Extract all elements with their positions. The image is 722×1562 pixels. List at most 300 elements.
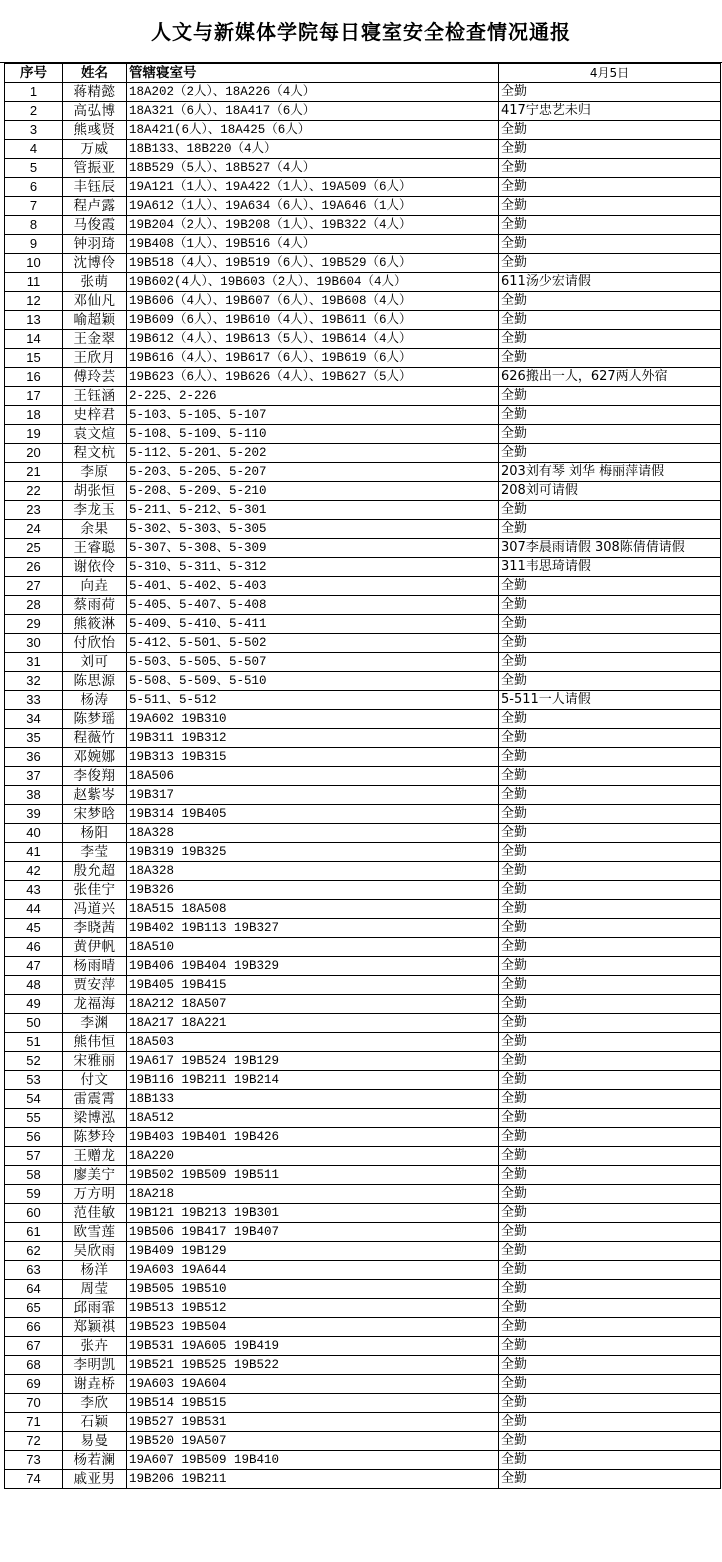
cell-index[interactable]: 1 <box>5 83 63 102</box>
cell-name[interactable]: 易曼 <box>63 1432 127 1451</box>
cell-status[interactable]: 全勤 <box>499 1432 721 1451</box>
cell-name[interactable]: 丰钰辰 <box>63 178 127 197</box>
cell-rooms[interactable]: 19B623（6人）、19B626（4人）、19B627（5人） <box>127 368 499 387</box>
cell-index[interactable]: 55 <box>5 1109 63 1128</box>
cell-name[interactable]: 熊筱淋 <box>63 615 127 634</box>
cell-rooms[interactable]: 19A607 19B509 19B410 <box>127 1451 499 1470</box>
cell-status[interactable]: 全勤 <box>499 1375 721 1394</box>
cell-status[interactable]: 全勤 <box>499 1280 721 1299</box>
cell-index[interactable]: 60 <box>5 1204 63 1223</box>
cell-status[interactable]: 全勤 <box>499 1033 721 1052</box>
cell-index[interactable]: 69 <box>5 1375 63 1394</box>
cell-index[interactable]: 14 <box>5 330 63 349</box>
cell-rooms[interactable]: 18A218 <box>127 1185 499 1204</box>
cell-status[interactable]: 全勤 <box>499 235 721 254</box>
cell-index[interactable]: 49 <box>5 995 63 1014</box>
cell-name[interactable]: 李渊 <box>63 1014 127 1033</box>
cell-rooms[interactable]: 19B505 19B510 <box>127 1280 499 1299</box>
cell-rooms[interactable]: 19B527 19B531 <box>127 1413 499 1432</box>
cell-index[interactable]: 29 <box>5 615 63 634</box>
cell-index[interactable]: 11 <box>5 273 63 292</box>
cell-status[interactable]: 全勤 <box>499 83 721 102</box>
cell-index[interactable]: 40 <box>5 824 63 843</box>
cell-status[interactable]: 全勤 <box>499 1109 721 1128</box>
cell-index[interactable]: 68 <box>5 1356 63 1375</box>
cell-status[interactable]: 全勤 <box>499 197 721 216</box>
cell-status[interactable]: 全勤 <box>499 729 721 748</box>
cell-index[interactable]: 42 <box>5 862 63 881</box>
cell-rooms[interactable]: 18A321（6人）、18A417（6人） <box>127 102 499 121</box>
cell-name[interactable]: 李俊翔 <box>63 767 127 786</box>
cell-rooms[interactable]: 19B518（4人）、19B519（6人）、19B529（6人） <box>127 254 499 273</box>
header-index[interactable]: 序号 <box>5 64 63 83</box>
cell-name[interactable]: 杨涛 <box>63 691 127 710</box>
cell-status[interactable]: 203刘有琴 刘华 梅丽萍请假 <box>499 463 721 482</box>
cell-rooms[interactable]: 19B204（2人）、19B208（1人）、19B322（4人） <box>127 216 499 235</box>
cell-index[interactable]: 24 <box>5 520 63 539</box>
cell-status[interactable]: 全勤 <box>499 1413 721 1432</box>
cell-name[interactable]: 郑颖祺 <box>63 1318 127 1337</box>
cell-name[interactable]: 马俊霞 <box>63 216 127 235</box>
cell-index[interactable]: 43 <box>5 881 63 900</box>
cell-name[interactable]: 吴欣雨 <box>63 1242 127 1261</box>
cell-name[interactable]: 张萌 <box>63 273 127 292</box>
cell-status[interactable]: 全勤 <box>499 140 721 159</box>
cell-status[interactable]: 全勤 <box>499 805 721 824</box>
cell-name[interactable]: 欧雪莲 <box>63 1223 127 1242</box>
cell-status[interactable]: 全勤 <box>499 1052 721 1071</box>
cell-rooms[interactable]: 5-108、5-109、5-110 <box>127 425 499 444</box>
cell-status[interactable]: 全勤 <box>499 919 721 938</box>
cell-index[interactable]: 35 <box>5 729 63 748</box>
cell-rooms[interactable]: 5-508、5-509、5-510 <box>127 672 499 691</box>
cell-rooms[interactable]: 19B513 19B512 <box>127 1299 499 1318</box>
cell-name[interactable]: 王睿聪 <box>63 539 127 558</box>
cell-index[interactable]: 52 <box>5 1052 63 1071</box>
cell-index[interactable]: 21 <box>5 463 63 482</box>
cell-rooms[interactable]: 18A515 18A508 <box>127 900 499 919</box>
cell-rooms[interactable]: 19B606（4人）、19B607（6人）、19B608（4人） <box>127 292 499 311</box>
cell-status[interactable]: 全勤 <box>499 1242 721 1261</box>
cell-name[interactable]: 戚亚男 <box>63 1470 127 1489</box>
cell-name[interactable]: 杨洋 <box>63 1261 127 1280</box>
cell-name[interactable]: 王金翠 <box>63 330 127 349</box>
cell-name[interactable]: 蔡雨荷 <box>63 596 127 615</box>
cell-status[interactable]: 全勤 <box>499 767 721 786</box>
cell-name[interactable]: 王欣月 <box>63 349 127 368</box>
cell-index[interactable]: 18 <box>5 406 63 425</box>
cell-name[interactable]: 谢垚桥 <box>63 1375 127 1394</box>
cell-rooms[interactable]: 19A603 19A644 <box>127 1261 499 1280</box>
cell-index[interactable]: 56 <box>5 1128 63 1147</box>
cell-name[interactable]: 管振亚 <box>63 159 127 178</box>
cell-rooms[interactable]: 5-103、5-105、5-107 <box>127 406 499 425</box>
cell-rooms[interactable]: 5-208、5-209、5-210 <box>127 482 499 501</box>
cell-index[interactable]: 22 <box>5 482 63 501</box>
cell-name[interactable]: 谢依伶 <box>63 558 127 577</box>
cell-status[interactable]: 全勤 <box>499 824 721 843</box>
cell-status[interactable]: 全勤 <box>499 957 721 976</box>
cell-rooms[interactable]: 18A421(6人）、18A425（6人） <box>127 121 499 140</box>
cell-rooms[interactable]: 19A612（1人）、19A634（6人）、19A646（1人） <box>127 197 499 216</box>
cell-name[interactable]: 蒋精懿 <box>63 83 127 102</box>
cell-index[interactable]: 32 <box>5 672 63 691</box>
cell-rooms[interactable]: 19A617 19B524 19B129 <box>127 1052 499 1071</box>
cell-rooms[interactable]: 19B409 19B129 <box>127 1242 499 1261</box>
cell-rooms[interactable]: 19B521 19B525 19B522 <box>127 1356 499 1375</box>
cell-name[interactable]: 陈思源 <box>63 672 127 691</box>
cell-index[interactable]: 39 <box>5 805 63 824</box>
cell-status[interactable]: 全勤 <box>499 976 721 995</box>
cell-index[interactable]: 67 <box>5 1337 63 1356</box>
cell-name[interactable]: 程文杭 <box>63 444 127 463</box>
cell-status[interactable]: 全勤 <box>499 748 721 767</box>
cell-rooms[interactable]: 19B514 19B515 <box>127 1394 499 1413</box>
cell-index[interactable]: 73 <box>5 1451 63 1470</box>
cell-index[interactable]: 28 <box>5 596 63 615</box>
cell-name[interactable]: 钟羽琦 <box>63 235 127 254</box>
cell-name[interactable]: 余果 <box>63 520 127 539</box>
cell-status[interactable]: 全勤 <box>499 121 721 140</box>
cell-rooms[interactable]: 19B609（6人）、19B610（4人）、19B611（6人） <box>127 311 499 330</box>
cell-status[interactable]: 全勤 <box>499 406 721 425</box>
cell-status[interactable]: 全勤 <box>499 1204 721 1223</box>
cell-status[interactable]: 全勤 <box>499 1318 721 1337</box>
cell-name[interactable]: 熊伟恒 <box>63 1033 127 1052</box>
cell-status[interactable]: 全勤 <box>499 881 721 900</box>
cell-status[interactable]: 全勤 <box>499 311 721 330</box>
cell-name[interactable]: 熊彧贤 <box>63 121 127 140</box>
cell-index[interactable]: 23 <box>5 501 63 520</box>
cell-status[interactable]: 5-511一人请假 <box>499 691 721 710</box>
cell-status[interactable]: 全勤 <box>499 862 721 881</box>
cell-index[interactable]: 37 <box>5 767 63 786</box>
cell-rooms[interactable]: 18A217 18A221 <box>127 1014 499 1033</box>
cell-index[interactable]: 64 <box>5 1280 63 1299</box>
cell-status[interactable]: 全勤 <box>499 1090 721 1109</box>
cell-status[interactable]: 307李晨雨请假 308陈倩倩请假 <box>499 539 721 558</box>
cell-name[interactable]: 万威 <box>63 140 127 159</box>
cell-index[interactable]: 41 <box>5 843 63 862</box>
cell-status[interactable]: 全勤 <box>499 159 721 178</box>
cell-status[interactable]: 全勤 <box>499 1451 721 1470</box>
header-date[interactable]: 4月5日 <box>499 64 721 83</box>
cell-index[interactable]: 20 <box>5 444 63 463</box>
cell-index[interactable]: 44 <box>5 900 63 919</box>
cell-rooms[interactable]: 18B133 <box>127 1090 499 1109</box>
cell-rooms[interactable]: 19B317 <box>127 786 499 805</box>
cell-rooms[interactable]: 18A328 <box>127 824 499 843</box>
cell-rooms[interactable]: 19B408（1人）、19B516（4人） <box>127 235 499 254</box>
cell-status[interactable]: 全勤 <box>499 425 721 444</box>
cell-name[interactable]: 付欣怡 <box>63 634 127 653</box>
cell-status[interactable]: 全勤 <box>499 1299 721 1318</box>
cell-name[interactable]: 邓仙凡 <box>63 292 127 311</box>
cell-status[interactable]: 全勤 <box>499 1470 721 1489</box>
cell-rooms[interactable]: 5-412、5-501、5-502 <box>127 634 499 653</box>
cell-rooms[interactable]: 5-503、5-505、5-507 <box>127 653 499 672</box>
cell-status[interactable]: 全勤 <box>499 1185 721 1204</box>
header-name[interactable]: 姓名 <box>63 64 127 83</box>
cell-rooms[interactable]: 5-203、5-205、5-207 <box>127 463 499 482</box>
cell-status[interactable]: 全勤 <box>499 387 721 406</box>
cell-name[interactable]: 邓婉娜 <box>63 748 127 767</box>
cell-name[interactable]: 程薇竹 <box>63 729 127 748</box>
cell-name[interactable]: 邱雨霏 <box>63 1299 127 1318</box>
cell-index[interactable]: 19 <box>5 425 63 444</box>
cell-rooms[interactable]: 19B319 19B325 <box>127 843 499 862</box>
cell-index[interactable]: 13 <box>5 311 63 330</box>
cell-status[interactable]: 全勤 <box>499 1014 721 1033</box>
cell-status[interactable]: 全勤 <box>499 178 721 197</box>
cell-rooms[interactable]: 5-405、5-407、5-408 <box>127 596 499 615</box>
cell-name[interactable]: 李原 <box>63 463 127 482</box>
cell-name[interactable]: 万方明 <box>63 1185 127 1204</box>
cell-rooms[interactable]: 19B612（4人）、19B613（5人）、19B614（4人） <box>127 330 499 349</box>
cell-index[interactable]: 16 <box>5 368 63 387</box>
cell-name[interactable]: 史梓君 <box>63 406 127 425</box>
cell-index[interactable]: 47 <box>5 957 63 976</box>
cell-rooms[interactable]: 19B116 19B211 19B214 <box>127 1071 499 1090</box>
cell-index[interactable]: 30 <box>5 634 63 653</box>
cell-rooms[interactable]: 5-511、5-512 <box>127 691 499 710</box>
cell-name[interactable]: 高弘博 <box>63 102 127 121</box>
cell-rooms[interactable]: 19A603 19A604 <box>127 1375 499 1394</box>
cell-name[interactable]: 梁博泓 <box>63 1109 127 1128</box>
cell-name[interactable]: 黄伊帆 <box>63 938 127 957</box>
cell-name[interactable]: 李莹 <box>63 843 127 862</box>
cell-index[interactable]: 5 <box>5 159 63 178</box>
cell-status[interactable]: 全勤 <box>499 254 721 273</box>
cell-name[interactable]: 胡张恒 <box>63 482 127 501</box>
report-title[interactable]: 人文与新媒体学院每日寝室安全检查情况通报 <box>0 0 722 63</box>
cell-index[interactable]: 50 <box>5 1014 63 1033</box>
cell-status[interactable]: 全勤 <box>499 520 721 539</box>
cell-rooms[interactable]: 19B402 19B113 19B327 <box>127 919 499 938</box>
cell-index[interactable]: 70 <box>5 1394 63 1413</box>
cell-status[interactable]: 311韦思琦请假 <box>499 558 721 577</box>
cell-status[interactable]: 全勤 <box>499 216 721 235</box>
cell-index[interactable]: 8 <box>5 216 63 235</box>
cell-index[interactable]: 71 <box>5 1413 63 1432</box>
cell-rooms[interactable]: 19B523 19B504 <box>127 1318 499 1337</box>
cell-name[interactable]: 袁文煊 <box>63 425 127 444</box>
cell-index[interactable]: 15 <box>5 349 63 368</box>
cell-status[interactable]: 全勤 <box>499 672 721 691</box>
cell-name[interactable]: 殷允超 <box>63 862 127 881</box>
cell-index[interactable]: 62 <box>5 1242 63 1261</box>
cell-index[interactable]: 48 <box>5 976 63 995</box>
cell-index[interactable]: 2 <box>5 102 63 121</box>
cell-index[interactable]: 10 <box>5 254 63 273</box>
cell-status[interactable]: 全勤 <box>499 786 721 805</box>
cell-name[interactable]: 张卉 <box>63 1337 127 1356</box>
cell-index[interactable]: 6 <box>5 178 63 197</box>
cell-rooms[interactable]: 19A602 19B310 <box>127 710 499 729</box>
cell-name[interactable]: 杨阳 <box>63 824 127 843</box>
cell-name[interactable]: 李明凯 <box>63 1356 127 1375</box>
cell-status[interactable]: 全勤 <box>499 900 721 919</box>
cell-rooms[interactable]: 19B502 19B509 19B511 <box>127 1166 499 1185</box>
cell-name[interactable]: 赵紫岑 <box>63 786 127 805</box>
cell-name[interactable]: 冯道兴 <box>63 900 127 919</box>
cell-status[interactable]: 全勤 <box>499 615 721 634</box>
cell-rooms[interactable]: 19B313 19B315 <box>127 748 499 767</box>
cell-name[interactable]: 张佳宁 <box>63 881 127 900</box>
cell-status[interactable]: 全勤 <box>499 1166 721 1185</box>
cell-rooms[interactable]: 19B520 19A507 <box>127 1432 499 1451</box>
cell-status[interactable]: 611汤少宏请假 <box>499 273 721 292</box>
cell-rooms[interactable]: 19B206 19B211 <box>127 1470 499 1489</box>
cell-status[interactable]: 全勤 <box>499 1147 721 1166</box>
cell-index[interactable]: 54 <box>5 1090 63 1109</box>
cell-rooms[interactable]: 19A121（1人）、19A422（1人）、19A509（6人） <box>127 178 499 197</box>
cell-rooms[interactable]: 19B403 19B401 19B426 <box>127 1128 499 1147</box>
cell-status[interactable]: 全勤 <box>499 1071 721 1090</box>
cell-name[interactable]: 向垚 <box>63 577 127 596</box>
cell-rooms[interactable]: 18A512 <box>127 1109 499 1128</box>
cell-rooms[interactable]: 5-409、5-410、5-411 <box>127 615 499 634</box>
cell-status[interactable]: 626搬出一人，627两人外宿 <box>499 368 721 387</box>
cell-status[interactable]: 全勤 <box>499 292 721 311</box>
cell-index[interactable]: 53 <box>5 1071 63 1090</box>
cell-name[interactable]: 王钰涵 <box>63 387 127 406</box>
cell-name[interactable]: 龙福海 <box>63 995 127 1014</box>
cell-rooms[interactable]: 18B133、18B220（4人） <box>127 140 499 159</box>
cell-rooms[interactable]: 18A503 <box>127 1033 499 1052</box>
cell-index[interactable]: 72 <box>5 1432 63 1451</box>
cell-index[interactable]: 66 <box>5 1318 63 1337</box>
cell-name[interactable]: 雷震霄 <box>63 1090 127 1109</box>
cell-name[interactable]: 程卢露 <box>63 197 127 216</box>
cell-name[interactable]: 贾安萍 <box>63 976 127 995</box>
cell-rooms[interactable]: 18A212 18A507 <box>127 995 499 1014</box>
cell-status[interactable]: 全勤 <box>499 330 721 349</box>
cell-rooms[interactable]: 19B326 <box>127 881 499 900</box>
cell-status[interactable]: 全勤 <box>499 444 721 463</box>
cell-index[interactable]: 25 <box>5 539 63 558</box>
cell-index[interactable]: 57 <box>5 1147 63 1166</box>
cell-status[interactable]: 全勤 <box>499 596 721 615</box>
cell-index[interactable]: 46 <box>5 938 63 957</box>
cell-index[interactable]: 34 <box>5 710 63 729</box>
cell-name[interactable]: 周莹 <box>63 1280 127 1299</box>
cell-name[interactable]: 沈博伶 <box>63 254 127 273</box>
cell-rooms[interactable]: 19B616（4人）、19B617（6人）、19B619（6人） <box>127 349 499 368</box>
cell-status[interactable]: 全勤 <box>499 938 721 957</box>
cell-index[interactable]: 33 <box>5 691 63 710</box>
cell-rooms[interactable]: 5-211、5-212、5-301 <box>127 501 499 520</box>
cell-status[interactable]: 全勤 <box>499 501 721 520</box>
cell-status[interactable]: 全勤 <box>499 1356 721 1375</box>
cell-name[interactable]: 宋雅丽 <box>63 1052 127 1071</box>
cell-rooms[interactable]: 5-307、5-308、5-309 <box>127 539 499 558</box>
cell-status[interactable]: 全勤 <box>499 1128 721 1147</box>
cell-status[interactable]: 全勤 <box>499 1223 721 1242</box>
cell-rooms[interactable]: 19B121 19B213 19B301 <box>127 1204 499 1223</box>
cell-name[interactable]: 李龙玉 <box>63 501 127 520</box>
cell-status[interactable]: 全勤 <box>499 349 721 368</box>
cell-rooms[interactable]: 19B405 19B415 <box>127 976 499 995</box>
cell-name[interactable]: 范佳敏 <box>63 1204 127 1223</box>
cell-rooms[interactable]: 5-112、5-201、5-202 <box>127 444 499 463</box>
cell-name[interactable]: 喻超颖 <box>63 311 127 330</box>
cell-index[interactable]: 9 <box>5 235 63 254</box>
cell-status[interactable]: 全勤 <box>499 843 721 862</box>
cell-rooms[interactable]: 19B531 19A605 19B419 <box>127 1337 499 1356</box>
cell-rooms[interactable]: 5-310、5-311、5-312 <box>127 558 499 577</box>
cell-index[interactable]: 63 <box>5 1261 63 1280</box>
cell-rooms[interactable]: 18A328 <box>127 862 499 881</box>
cell-name[interactable]: 陈梦瑶 <box>63 710 127 729</box>
cell-status[interactable]: 全勤 <box>499 1337 721 1356</box>
cell-index[interactable]: 51 <box>5 1033 63 1052</box>
cell-status[interactable]: 全勤 <box>499 1394 721 1413</box>
cell-index[interactable]: 45 <box>5 919 63 938</box>
cell-rooms[interactable]: 18A220 <box>127 1147 499 1166</box>
cell-index[interactable]: 31 <box>5 653 63 672</box>
cell-rooms[interactable]: 5-302、5-303、5-305 <box>127 520 499 539</box>
cell-name[interactable]: 廖美宁 <box>63 1166 127 1185</box>
cell-index[interactable]: 38 <box>5 786 63 805</box>
cell-rooms[interactable]: 5-401、5-402、5-403 <box>127 577 499 596</box>
cell-status[interactable]: 全勤 <box>499 634 721 653</box>
cell-index[interactable]: 26 <box>5 558 63 577</box>
cell-index[interactable]: 7 <box>5 197 63 216</box>
cell-status[interactable]: 417宁忠艺未归 <box>499 102 721 121</box>
cell-index[interactable]: 61 <box>5 1223 63 1242</box>
cell-rooms[interactable]: 18A202（2人）、18A226（4人） <box>127 83 499 102</box>
cell-rooms[interactable]: 19B314 19B405 <box>127 805 499 824</box>
cell-name[interactable]: 石颖 <box>63 1413 127 1432</box>
cell-name[interactable]: 陈梦玲 <box>63 1128 127 1147</box>
cell-rooms[interactable]: 19B602(4人）、19B603（2人）、19B604（4人） <box>127 273 499 292</box>
cell-rooms[interactable]: 19B311 19B312 <box>127 729 499 748</box>
cell-name[interactable]: 李欣 <box>63 1394 127 1413</box>
cell-name[interactable]: 宋梦晗 <box>63 805 127 824</box>
cell-status[interactable]: 全勤 <box>499 710 721 729</box>
cell-status[interactable]: 208刘可请假 <box>499 482 721 501</box>
cell-rooms[interactable]: 18A510 <box>127 938 499 957</box>
cell-name[interactable]: 付文 <box>63 1071 127 1090</box>
cell-name[interactable]: 杨若澜 <box>63 1451 127 1470</box>
cell-index[interactable]: 17 <box>5 387 63 406</box>
cell-rooms[interactable]: 18A506 <box>127 767 499 786</box>
cell-status[interactable]: 全勤 <box>499 995 721 1014</box>
cell-index[interactable]: 3 <box>5 121 63 140</box>
cell-name[interactable]: 李晓茜 <box>63 919 127 938</box>
cell-index[interactable]: 4 <box>5 140 63 159</box>
cell-rooms[interactable]: 2-225、2-226 <box>127 387 499 406</box>
cell-index[interactable]: 12 <box>5 292 63 311</box>
cell-name[interactable]: 王赠龙 <box>63 1147 127 1166</box>
cell-name[interactable]: 刘可 <box>63 653 127 672</box>
cell-index[interactable]: 59 <box>5 1185 63 1204</box>
cell-index[interactable]: 36 <box>5 748 63 767</box>
cell-rooms[interactable]: 18B529（5人）、18B527（4人） <box>127 159 499 178</box>
cell-status[interactable]: 全勤 <box>499 653 721 672</box>
cell-status[interactable]: 全勤 <box>499 1261 721 1280</box>
cell-name[interactable]: 杨雨晴 <box>63 957 127 976</box>
cell-name[interactable]: 傅玲芸 <box>63 368 127 387</box>
cell-index[interactable]: 65 <box>5 1299 63 1318</box>
cell-rooms[interactable]: 19B506 19B417 19B407 <box>127 1223 499 1242</box>
cell-index[interactable]: 27 <box>5 577 63 596</box>
header-rooms[interactable]: 管辖寝室号 <box>127 64 499 83</box>
cell-index[interactable]: 74 <box>5 1470 63 1489</box>
cell-status[interactable]: 全勤 <box>499 577 721 596</box>
cell-index[interactable]: 58 <box>5 1166 63 1185</box>
